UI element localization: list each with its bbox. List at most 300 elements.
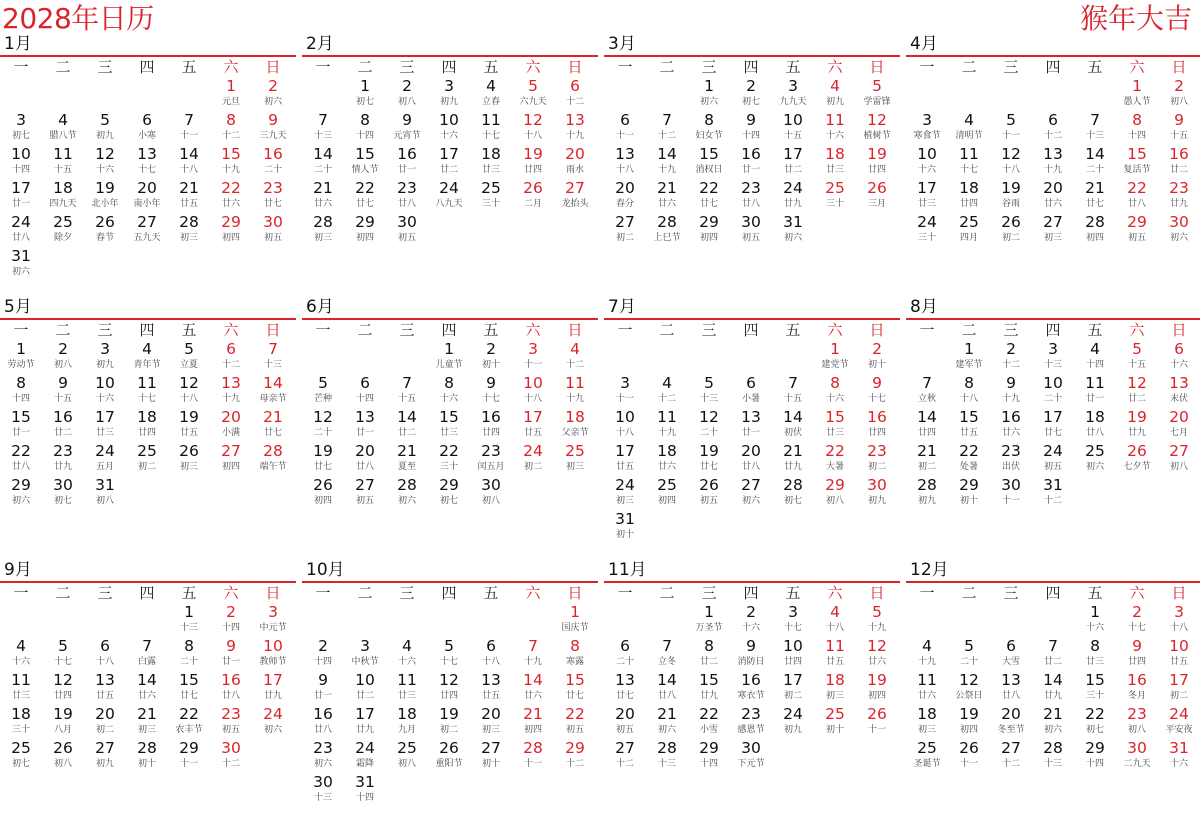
weekday-label: 三 [701,321,717,339]
day-cell [470,705,512,739]
lunar-label: 十二 [565,759,584,769]
day-cell [470,442,512,476]
month-name: 9月 [4,560,32,580]
lunar-label: 十六 [439,131,458,141]
lunar-label: 初八 [397,759,416,769]
day-cell [42,213,84,247]
days-grid [302,340,604,510]
day-number: 11 [11,671,31,689]
lunar-label: 十四 [355,394,374,404]
day-cell [344,374,386,408]
day-number: 22 [11,442,31,460]
lunar-label: 十二 [221,360,240,370]
lunar-label: 十八 [481,657,500,667]
day-cell [772,408,814,442]
day-cell [554,637,596,671]
day-cell [470,739,512,773]
day-cell [126,739,168,773]
day-number: 12 [439,671,459,689]
day-cell [554,671,596,705]
lunar-label: 廿九 [355,725,374,735]
lunar-label: 初十 [137,759,156,769]
day-number: 5 [872,77,882,95]
day-cell [990,213,1032,247]
lunar-label: 八月 [53,725,72,735]
day-number: 26 [867,705,887,723]
lunar-label: 廿四 [867,165,886,175]
day-cell [604,739,646,773]
day-cell [814,145,856,179]
day-number: 5 [872,603,882,621]
day-cell [512,408,554,442]
day-cell [772,111,814,145]
day-cell [386,408,428,442]
lunar-label: 初六 [397,496,416,506]
day-number: 6 [486,637,496,655]
day-cell [772,213,814,247]
day-number: 22 [699,705,719,723]
day-cell [990,671,1032,705]
day-cell [856,442,898,476]
day-number: 1 [704,77,714,95]
month-name: 6月 [306,297,334,317]
lunar-label: 初七 [1085,725,1104,735]
day-cell [428,179,470,213]
day-number: 21 [263,408,283,426]
month-block [604,297,906,560]
day-number: 25 [959,213,979,231]
day-number: 10 [439,111,459,129]
lunar-label: 初十 [615,530,634,540]
day-cell [948,179,990,213]
day-number: 1 [184,603,194,621]
day-cell [512,739,554,773]
day-number: 7 [318,111,328,129]
lunar-label: 七夕节 [1123,462,1151,472]
weekday-label: 四 [1045,584,1061,602]
lunar-label: 清明节 [955,131,983,141]
day-number: 12 [1127,374,1147,392]
day-number: 3 [1174,603,1184,621]
day-cell [906,374,948,408]
lunar-label: 初八 [53,759,72,769]
day-number: 23 [263,179,283,197]
day-number: 4 [662,374,672,392]
day-cell [1116,671,1158,705]
weekday-label: 一 [919,584,935,602]
day-cell [428,145,470,179]
day-cell [948,213,990,247]
day-cell [84,213,126,247]
lunar-label: 初五 [615,725,634,735]
day-number: 2 [746,603,756,621]
lunar-label: 十九 [657,165,676,175]
day-number: 29 [1127,213,1147,231]
day-cell [428,77,470,111]
day-cell [84,408,126,442]
lunar-label: 公祭日 [955,691,983,701]
lunar-label: 植树节 [863,131,891,141]
day-number: 28 [137,739,157,757]
lunar-label: 初六 [11,496,30,506]
lunar-label: 廿六 [221,199,240,209]
day-number: 14 [1043,671,1063,689]
lunar-label: 廿五 [179,199,198,209]
day-cell [512,179,554,213]
weekday-label: 五 [785,58,801,76]
lunar-label: 端午节 [259,462,287,472]
day-cell [646,739,688,773]
day-cell [42,374,84,408]
weekday-label: 六 [827,321,843,339]
weekday-label: 三 [399,584,415,602]
day-cell [990,476,1032,510]
day-number: 11 [917,671,937,689]
day-number: 12 [867,637,887,655]
day-number: 16 [53,408,73,426]
weekday-label: 二 [357,58,373,76]
lunar-label: 十六 [825,394,844,404]
lunar-label: 廿八 [657,691,676,701]
lunar-label: 重阳节 [435,759,463,769]
weekday-label: 一 [617,58,633,76]
day-number: 17 [263,671,283,689]
lunar-label: 十三 [313,131,332,141]
months-grid [0,34,1200,823]
day-number: 22 [355,179,375,197]
lunar-label: 廿一 [313,691,332,701]
day-number: 16 [867,408,887,426]
day-cell [554,442,596,476]
lunar-label: 七月 [1169,428,1188,438]
day-number: 12 [95,145,115,163]
weekday-label: 四 [441,58,457,76]
day-cell [604,179,646,213]
lunar-label: 十二 [657,131,676,141]
lunar-label: 初五 [699,496,718,506]
day-cell [252,145,294,179]
day-cell [344,442,386,476]
lunar-label: 冬月 [1127,691,1146,701]
weekday-label: 三 [1003,584,1019,602]
day-cell [126,111,168,145]
day-number: 23 [1127,705,1147,723]
lunar-label: 廿六 [1001,428,1020,438]
month-block [906,297,1200,560]
day-number: 7 [268,340,278,358]
lunar-label: 二十 [263,165,282,175]
day-number: 7 [184,111,194,129]
lunar-label: 夏至 [397,462,416,472]
day-number: 5 [1006,111,1016,129]
day-number: 9 [746,111,756,129]
day-number: 18 [565,408,585,426]
lunar-label: 廿三 [11,691,30,701]
day-number: 31 [355,773,375,791]
day-number: 26 [179,442,199,460]
day-cell [554,739,596,773]
day-number: 9 [58,374,68,392]
lunar-label: 雨水 [565,165,584,175]
day-number: 25 [1085,442,1105,460]
lunar-label: 初八 [1169,97,1188,107]
day-number: 28 [1043,739,1063,757]
day-cell [856,179,898,213]
day-cell [168,603,210,637]
day-cell [990,442,1032,476]
lunar-label: 十四 [11,165,30,175]
lunar-label: 末伏 [1169,394,1188,404]
lunar-label: 十一 [959,759,978,769]
weekday-header [302,320,604,340]
day-cell [814,671,856,705]
day-cell [428,739,470,773]
lunar-label: 十四 [355,793,374,803]
lunar-label: 廿六 [523,691,542,701]
lunar-label: 廿四 [481,428,500,438]
day-cell [730,213,772,247]
day-cell [1074,213,1116,247]
day-cell [730,671,772,705]
day-number: 21 [657,705,677,723]
day-number: 15 [439,408,459,426]
day-number: 27 [1001,739,1021,757]
lunar-label: 十八 [1001,165,1020,175]
lunar-label: 十七 [959,165,978,175]
lunar-label: 初七 [741,97,760,107]
month-block [0,34,302,297]
day-cell [1032,442,1074,476]
lunar-label: 十三 [1043,360,1062,370]
day-cell [814,637,856,671]
lunar-label: 十二 [221,759,240,769]
day-number: 15 [565,671,585,689]
lunar-label: 二十 [699,428,718,438]
days-grid [906,340,1200,510]
day-cell [302,671,344,705]
lunar-label: 十一 [615,131,634,141]
day-cell [428,408,470,442]
day-number: 15 [1085,671,1105,689]
lunar-label: 小暑 [741,394,760,404]
day-cell [856,111,898,145]
lunar-label: 寒食节 [913,131,941,141]
lunar-label: 初四 [313,496,332,506]
days-grid [906,603,1200,773]
day-cell [604,145,646,179]
month-name: 11月 [608,560,647,580]
day-cell [646,374,688,408]
lunar-label: 初六 [741,496,760,506]
day-number: 23 [1169,179,1189,197]
day-number: 11 [657,408,677,426]
day-cell [646,442,688,476]
day-number: 1 [1090,603,1100,621]
day-cell [1074,603,1116,637]
day-number: 8 [184,637,194,655]
day-cell [1158,179,1200,213]
day-number: 28 [657,213,677,231]
day-cell [1116,340,1158,374]
day-number: 2 [58,340,68,358]
day-cell [344,773,386,807]
weekday-label: 五 [181,58,197,76]
weekday-label: 六 [525,584,541,602]
day-cell [856,637,898,671]
day-cell [1116,213,1158,247]
lunar-label: 初四 [221,462,240,472]
day-number: 16 [1001,408,1021,426]
day-number: 9 [1132,637,1142,655]
lunar-label: 十九 [1043,165,1062,175]
day-number: 12 [1001,145,1021,163]
weekday-label: 日 [1171,58,1187,76]
day-cell [730,111,772,145]
weekday-label: 二 [659,321,675,339]
day-number: 5 [1132,340,1142,358]
day-number: 10 [11,145,31,163]
weekday-label: 六 [223,584,239,602]
weekday-label: 一 [315,58,331,76]
day-number: 9 [872,374,882,392]
day-cell [302,179,344,213]
weekday-label: 三 [97,584,113,602]
day-number: 24 [439,179,459,197]
day-number: 20 [615,179,635,197]
lunar-label: 廿六 [657,199,676,209]
day-cell [730,476,772,510]
lunar-label: 初十 [867,360,886,370]
day-number: 23 [481,442,501,460]
day-number: 3 [100,340,110,358]
day-number: 5 [184,340,194,358]
day-number: 17 [95,408,115,426]
day-number: 19 [959,705,979,723]
day-number: 8 [570,637,580,655]
day-number: 10 [1043,374,1063,392]
day-number: 13 [95,671,115,689]
day-cell [814,77,856,111]
day-number: 29 [959,476,979,494]
lunar-label: 复活节 [1123,165,1151,175]
lunar-label: 廿五 [615,462,634,472]
lunar-label: 廿八 [11,462,30,472]
day-number: 7 [528,637,538,655]
day-number: 21 [657,179,677,197]
lunar-label: 除夕 [53,233,72,243]
lunar-label: 立春 [481,97,500,107]
lunar-label: 廿一 [741,428,760,438]
day-number: 6 [100,637,110,655]
day-cell [168,442,210,476]
day-cell [554,179,596,213]
lunar-label: 初八 [1127,725,1146,735]
day-number: 11 [825,637,845,655]
lunar-label: 建党节 [821,360,849,370]
day-cell [210,145,252,179]
day-cell [428,111,470,145]
day-cell [1032,476,1074,510]
day-number: 18 [959,179,979,197]
lunar-label: 十一 [615,394,634,404]
day-cell [772,179,814,213]
month-block [302,297,604,560]
day-number: 28 [397,476,417,494]
lunar-label: 初五 [355,496,374,506]
day-cell [252,179,294,213]
day-cell [1032,408,1074,442]
lunar-label: 消防日 [737,657,765,667]
day-cell [470,77,512,111]
weekday-header [302,583,604,603]
day-cell [302,442,344,476]
lunar-label: 初七 [53,496,72,506]
day-number: 6 [620,637,630,655]
day-number: 19 [439,705,459,723]
lunar-label: 初六 [1085,462,1104,472]
lunar-label: 十四 [313,657,332,667]
day-number: 25 [917,739,937,757]
day-number: 29 [355,213,375,231]
lunar-label: 廿八 [11,233,30,243]
lunar-label: 初四 [959,725,978,735]
lunar-label: 初八 [481,496,500,506]
lunar-label: 廿二 [1043,657,1062,667]
day-cell [84,739,126,773]
day-number: 6 [570,77,580,95]
day-cell [688,374,730,408]
day-cell [1158,340,1200,374]
day-cell [814,340,856,374]
day-number: 2 [226,603,236,621]
day-number: 3 [788,603,798,621]
day-cell [0,739,42,773]
day-number: 13 [355,408,375,426]
day-number: 8 [1132,111,1142,129]
day-cell [168,739,210,773]
day-cell [344,705,386,739]
day-number: 17 [615,442,635,460]
lunar-label: 初七 [783,496,802,506]
day-cell [688,213,730,247]
day-cell [210,374,252,408]
lunar-label: 初二 [95,725,114,735]
lunar-label: 初六 [1043,725,1062,735]
day-number: 17 [917,179,937,197]
weekday-label: 一 [13,321,29,339]
lunar-label: 初六 [783,233,802,243]
day-number: 7 [142,637,152,655]
day-number: 14 [657,145,677,163]
lunar-label: 初三 [615,496,634,506]
day-number: 30 [313,773,333,791]
lunar-label: 廿七 [615,691,634,701]
day-cell [0,637,42,671]
month-name: 4月 [910,34,938,54]
day-cell [344,637,386,671]
lunar-label: 廿五 [95,691,114,701]
lunar-label: 十四 [1085,360,1104,370]
day-cell [1158,145,1200,179]
day-number: 30 [481,476,501,494]
lunar-label: 初八 [825,496,844,506]
day-number: 28 [1085,213,1105,231]
weekday-label: 四 [441,584,457,602]
day-cell [512,442,554,476]
lunar-label: 初六 [313,759,332,769]
day-cell [604,637,646,671]
lunar-label: 十三 [699,394,718,404]
